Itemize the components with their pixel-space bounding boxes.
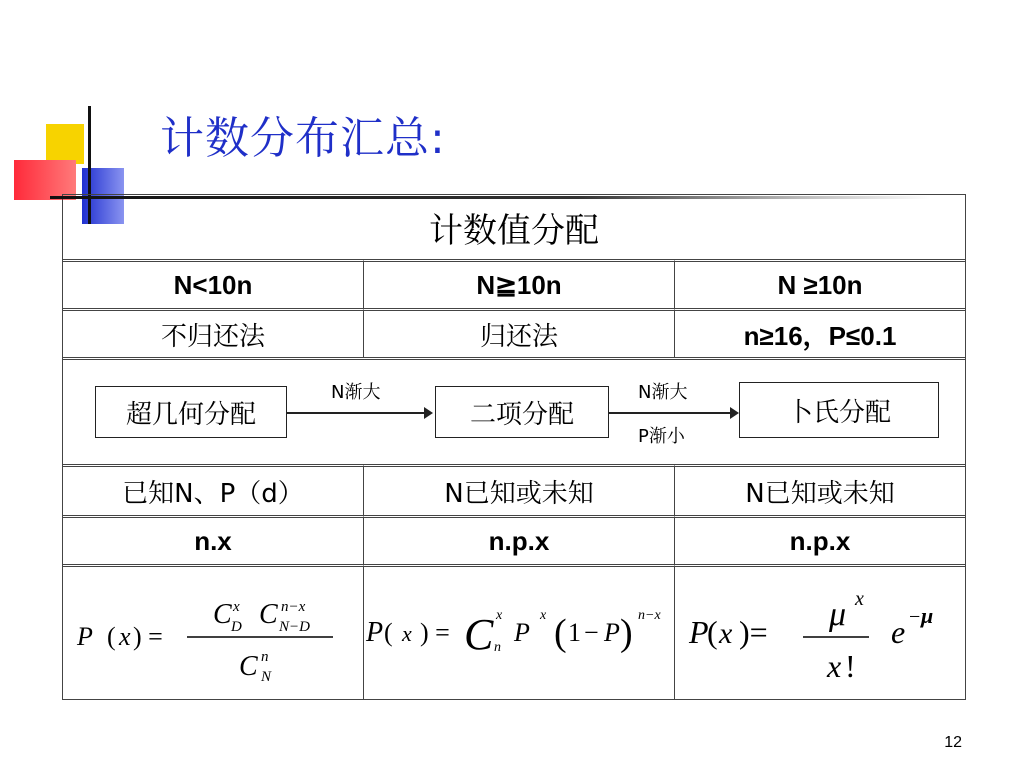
svg-text:−: −: [584, 618, 599, 647]
svg-text:e: e: [891, 614, 906, 650]
arrow-2-label-bottom: P渐小: [638, 426, 685, 447]
known-cell: N已知或未知: [364, 464, 675, 515]
binomial-formula: [364, 564, 675, 699]
condition-cell: N ≥10n: [675, 259, 965, 308]
binomial-formula-svg: [364, 571, 674, 691]
slide-title: 计数分布汇总:: [160, 113, 446, 164]
param-cell: n.p.x: [675, 515, 965, 564]
svg-text:P: P: [366, 617, 384, 648]
binomial-box: 二项分配: [435, 386, 609, 438]
svg-text:C: C: [213, 599, 232, 630]
param-cell: n.p.x: [364, 515, 675, 564]
svg-text:μ: μ: [829, 596, 847, 633]
svg-text:) =: ) =: [133, 622, 163, 651]
svg-text:(: (: [707, 614, 718, 650]
flow-row: [63, 357, 965, 464]
known-cell: N已知或未知: [675, 464, 965, 515]
svg-text:x: x: [233, 599, 240, 615]
svg-text:x: x: [855, 588, 864, 610]
svg-text:P: P: [514, 618, 530, 647]
arrow-2-label-top: N渐大: [638, 382, 688, 403]
svg-text:x: x: [119, 622, 131, 651]
hypergeometric-formula: [63, 564, 364, 699]
svg-text:C: C: [464, 610, 494, 659]
svg-text:P: P: [77, 622, 93, 651]
arrow-1: [287, 412, 431, 414]
svg-text:x: x: [719, 617, 733, 650]
poisson-formula-svg: [675, 571, 965, 691]
condition-cell: N<10n: [63, 259, 364, 308]
poisson-formula: [675, 564, 965, 699]
svg-text:D: D: [231, 619, 242, 635]
svg-text:x: x: [540, 608, 547, 623]
svg-text:x: x: [827, 648, 842, 684]
method-cell: 归还法: [364, 308, 675, 357]
svg-text:C: C: [259, 599, 278, 630]
distribution-table: [62, 194, 966, 700]
svg-text:P: P: [604, 618, 620, 647]
svg-text:n: n: [261, 649, 269, 665]
svg-text:(: (: [107, 622, 116, 651]
condition-cell: N≧10n: [364, 259, 675, 308]
svg-text:N−D: N−D: [279, 619, 310, 635]
svg-text:N: N: [261, 669, 272, 685]
svg-text:C: C: [239, 651, 258, 682]
poisson-box: 卜氏分配: [739, 382, 939, 438]
method-cell: 不归还法: [63, 308, 364, 357]
svg-text:P: P: [689, 614, 709, 650]
svg-text:−: −: [909, 606, 921, 628]
hypergeometric-box: 超几何分配: [95, 386, 287, 438]
svg-text:1: 1: [568, 618, 581, 647]
arrow-2: [609, 412, 737, 414]
svg-text:n−x: n−x: [638, 608, 661, 623]
svg-text:)=: )=: [739, 614, 768, 650]
known-cell: 已知N、P（d）: [63, 464, 364, 515]
svg-text:(: (: [554, 612, 567, 654]
method-cell: n≥16，P≤0.1: [675, 308, 965, 357]
svg-text:n: n: [494, 640, 501, 655]
flow-diagram: [63, 360, 965, 464]
arrow-1-label: N渐大: [331, 382, 381, 403]
param-cell: n.x: [63, 515, 364, 564]
svg-text:μ: μ: [921, 603, 934, 628]
decor-yellow-square: [46, 124, 84, 164]
table-header: 计数值分配: [429, 210, 599, 251]
svg-text:): ): [620, 612, 633, 654]
svg-text:!: !: [845, 648, 856, 684]
decor-horizontal-line: [50, 196, 930, 199]
svg-text:n−x: n−x: [281, 599, 306, 615]
svg-text:) =: ) =: [420, 618, 450, 647]
hypergeometric-formula-svg: [63, 571, 363, 691]
svg-text:x: x: [496, 608, 503, 623]
svg-text:(: (: [384, 618, 393, 647]
page-number: 12: [944, 734, 962, 751]
svg-text:x: x: [402, 621, 412, 646]
